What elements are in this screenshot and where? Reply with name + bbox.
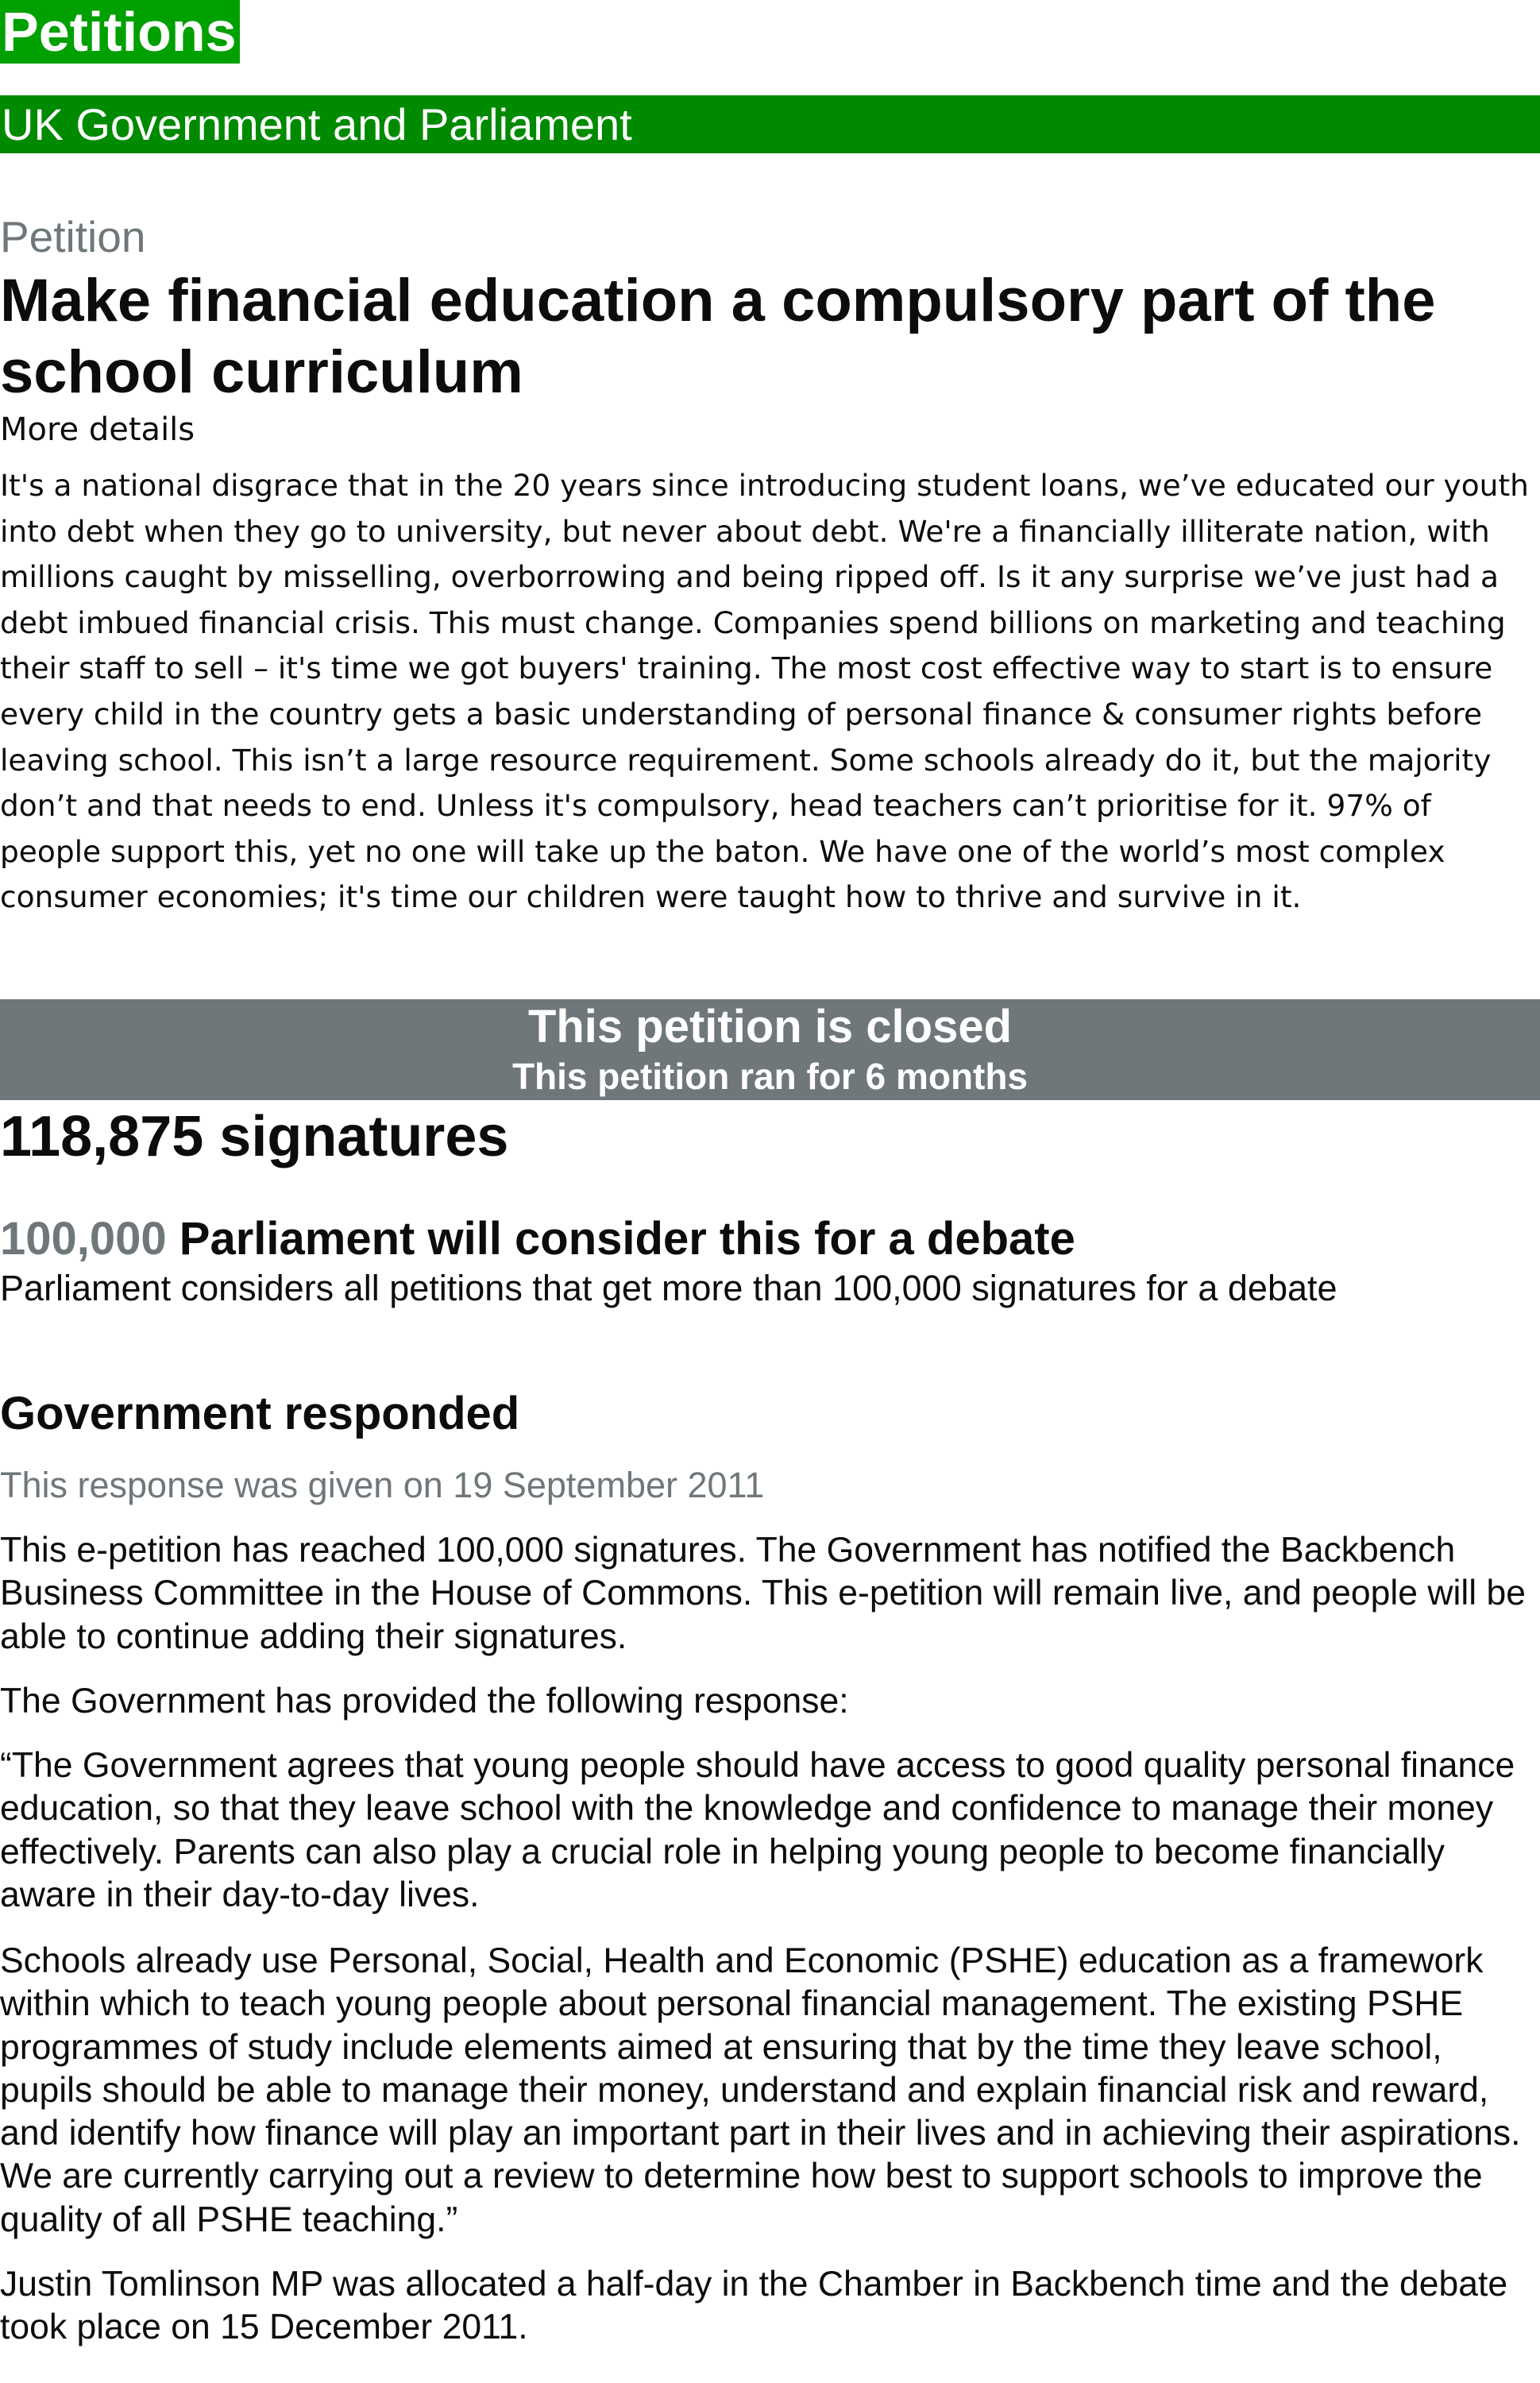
response-paragraph: Schools already use Personal, Social, Health and Economic (PSHE) education as a framework within which to teach young people about personal financial management. The existing PSHE programmes of study include elements aimed at ensuring that by the time they leave school, pupils should be able to manage their money, understand and explain financial risk and reward, and identify how finance will play an important part in their lives and in achieving their aspirations. We are currently carrying out a review to determine how best to support schools to improve the quality of all PSHE teaching.” xyxy=(0,1941,1521,2239)
more-details-label: More details xyxy=(0,411,195,448)
response-heading: Government responded xyxy=(0,1388,520,1439)
government-banner: UK Government and Parliament xyxy=(0,95,1540,153)
petition-details: It's a national disgrace that in the 20 years since introducing student loans, we’ve educated our youth into debt when they go to university, but never about debt. We're a financially illiterate nation, with millions caught by misselling, overborrowing and being ripped off. Is it any surprise we’ve just had a debt imbued financial crisis. This must change. Companies spend billions on marketing and teaching their staff to sell – it's time we got buyers' training. The most cost effective way to start is to ensure every child in the country gets a basic understanding of personal finance & consumer rights before leaving school. This isn’t a large resource requirement. Some schools already do it, but the majority don’t and that needs to end. Unless it's compulsory, head teachers can’t prioritise for it. 97% of people support this, yet no one will take up the baton. We have one of the world’s most complex consumer economies; it's time our children were taught how to thrive and survive in it. xyxy=(0,468,1529,915)
response-paragraph: “The Government agrees that young people should have access to good quality personal finance education, so that they leave school with the knowledge and confidence to manage their money effectively. Parents can also play a crucial role in helping young people to become financially aware in their day-to-day lives. xyxy=(0,1746,1515,1914)
debate-threshold xyxy=(0,1211,1075,1267)
closed-title: This petition is closed xyxy=(527,1001,1013,1052)
response-paragraph: The Government has provided the following response: xyxy=(0,1682,849,1721)
page-kicker: Petition xyxy=(0,212,146,261)
closed-duration: This petition ran for 6 months xyxy=(511,1056,1029,1097)
signature-count: 118,875 signatures xyxy=(0,1105,509,1168)
petition-closed-banner xyxy=(0,999,1540,1100)
petition-title: Make financial education a compulsory part of the school curriculum xyxy=(0,267,1436,406)
threshold-description: Parliament considers all petitions that get more than 100,000 signatures for a debate xyxy=(0,1268,1337,1308)
response-date: This response was given on 19 September 2011 xyxy=(0,1465,765,1505)
debate-outcome: Justin Tomlinson MP was allocated a half-day in the Chamber in Backbench time and the debate took place on 15 December 2011. xyxy=(0,2265,1508,2347)
site-logo[interactable]: Petitions xyxy=(0,0,240,64)
threshold-value: 100,000 xyxy=(0,1213,167,1265)
response-paragraph: This e-petition has reached 100,000 signatures. The Government has notified the Backbench Business Committee in the House of Commons. This e-petition will remain live, and people will be able to continue adding their signatures. xyxy=(0,1531,1526,1656)
threshold-label: Parliament will consider this for a debate xyxy=(179,1213,1075,1265)
